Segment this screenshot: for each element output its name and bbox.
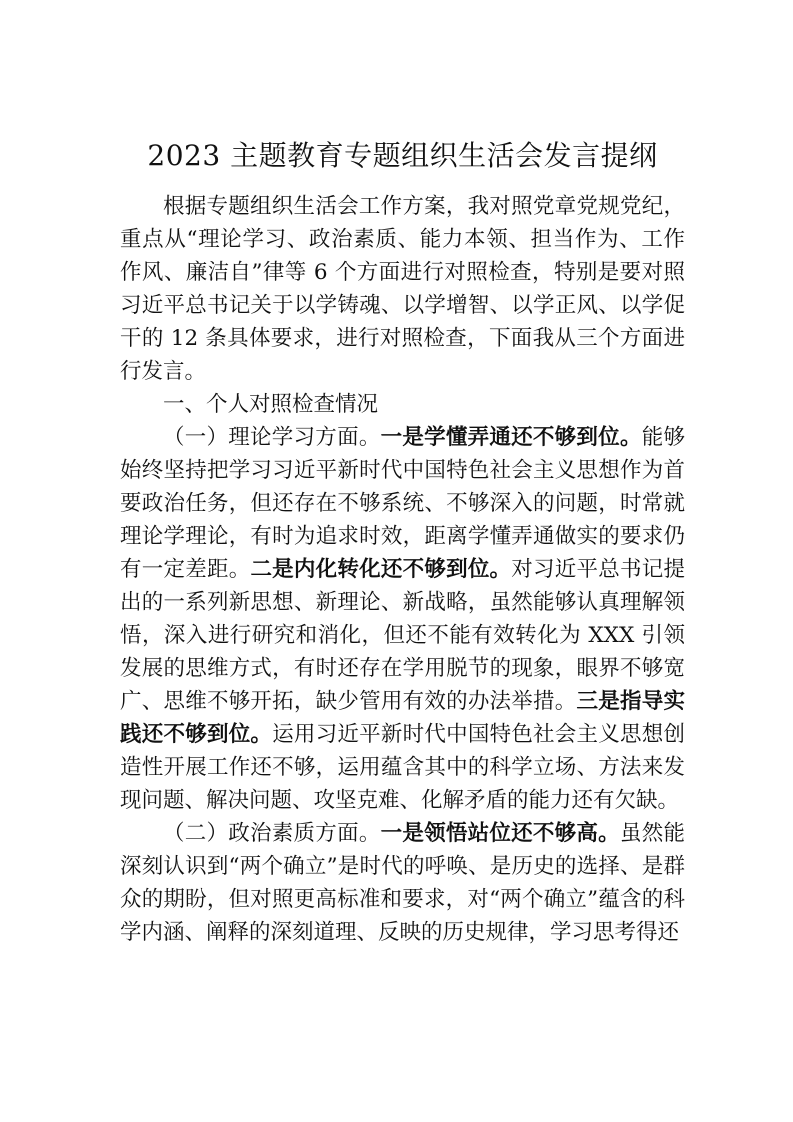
theory-text-2: 对习近平总书记提出的一系列新思想、新理论、新战略，虽然能够认真理解领悟，深入进行研究和消化，但还不能有效转化为 XXX 引领发展的思维方式，有时还存在学用脱节的现象，眼界不够宽广、思维不够开拓，缺少管用有效的办法举措。 bbox=[120, 557, 685, 714]
intro-paragraph: 根据专题组织生活会工作方案，我对照党章党规党纪，重点从“理论学习、政治素质、能力本领、担当作为、工作作风、廉洁自”律等 6 个方面进行对照检查，特别是要对照习近平总书记关于以学铸魂、以学增智、以学正风、以学促干的 12 条具体要求，进行对照检查，下面我从三个方面进行发言。 bbox=[120, 194, 685, 384]
theory-text-3: 运用习近平新时代中国特色社会主义思想创造性开展工作还不够，运用蕴含其中的科学立场、方法来发现问题、解决问题、攻坚克难、化解矛盾的能力还有欠缺。 bbox=[120, 722, 685, 813]
theory-point-3: 三是指导实践还不够到位。 bbox=[120, 689, 685, 747]
political-point-1: 一是领悟站位还不够高。 bbox=[380, 821, 620, 846]
section-heading-personal-check: 一、个人对照检查情况 bbox=[163, 392, 379, 417]
theory-point-2: 二是内化转化还不够到位。 bbox=[250, 557, 512, 582]
political-quality-lead: （二）政治素质方面。 bbox=[163, 821, 381, 846]
theory-point-1: 一是学懂弄通还不够到位。 bbox=[380, 425, 642, 450]
political-text-1: 虽然能深刻认识到“两个确立”是时代的呼唤、是历史的选择、是群众的期盼，但对照更高标准和要求，对“两个确立”蕴含的科学内涵、阐释的深刻道理、反映的历史规律，学习思考得还 bbox=[120, 821, 685, 945]
theory-study-paragraph bbox=[120, 421, 685, 817]
theory-study-lead: （一）理论学习方面。 bbox=[163, 425, 381, 450]
theory-text-1: 能够始终坚持把学习习近平新时代中国特色社会主义思想作为首要政治任务，但还存在不够系统、不够深入的问题，时常就理论学理论，有时为追求时效，距离学懂弄通做实的要求仍有一定差距。 bbox=[120, 425, 685, 582]
political-quality-paragraph bbox=[120, 817, 685, 949]
document-title: 2023 主题教育专题组织生活会发言提纲 bbox=[147, 139, 658, 172]
